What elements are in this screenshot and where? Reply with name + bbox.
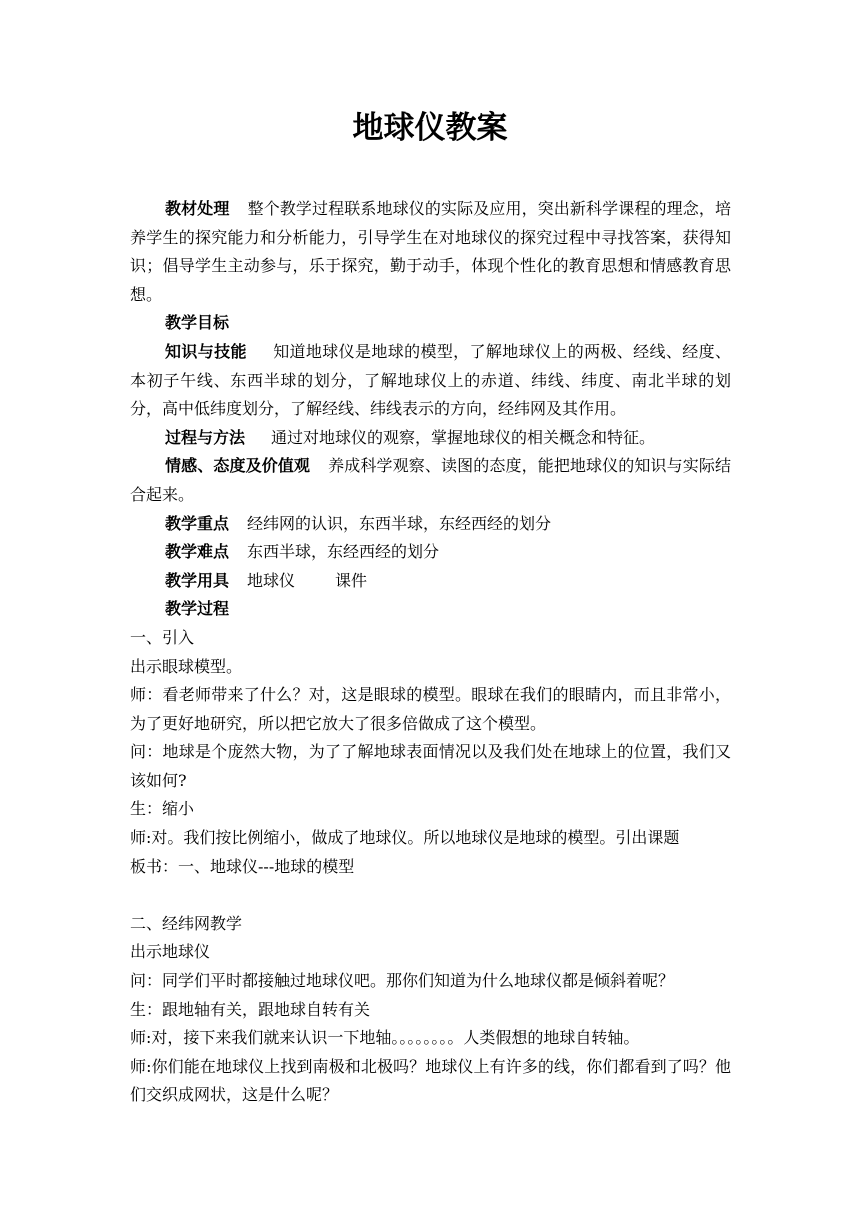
material-label: 教材处理 bbox=[165, 199, 230, 218]
tools-item-slides: 课件 bbox=[335, 570, 368, 590]
text-line: 问：地球是个庞然大物，为了了解地球表面情况以及我们处在地球上的位置，我们又该如何? bbox=[130, 742, 731, 790]
difficulty-label: 教学难点 bbox=[165, 542, 230, 562]
text-line: 出示地球仪 bbox=[130, 942, 211, 962]
goals-label: 教学目标 bbox=[165, 313, 230, 333]
text-line: 师:对。我们按比例缩小，做成了地球仪。所以地球仪是地球的模型。引出课题 bbox=[130, 828, 680, 848]
text-line: 师:你们能在地球仪上找到南极和北极吗？地球仪上有许多的线，你们都看到了吗？他们交织成网状，这是什么呢？ bbox=[130, 1056, 731, 1105]
process-method-paragraph bbox=[130, 424, 731, 453]
knowledge-paragraph bbox=[130, 338, 731, 424]
tools-item-globe: 地球仪 bbox=[247, 570, 296, 590]
document-body bbox=[130, 195, 731, 1110]
text-line: 师：看老师带来了什么？对，这是眼球的模型。眼球在我们的眼睛内，而且非常小，为了更好地研究，所以把它放大了很多倍做成了这个模型。 bbox=[130, 685, 731, 733]
attitude-label: 情感、态度及价值观 bbox=[165, 456, 311, 476]
knowledge-label: 知识与技能 bbox=[165, 341, 247, 361]
text-line: 师:对，接下来我们就来认识一下地轴。。。。。。。。人类假想的地球自转轴。 bbox=[130, 1028, 640, 1048]
material-paragraph bbox=[130, 195, 731, 309]
key-point-paragraph bbox=[130, 510, 731, 539]
process-heading bbox=[130, 595, 731, 624]
attitude-text: 养成科学观察、读图的态度，能把地球仪的知识与实际结合起来。 bbox=[130, 456, 731, 504]
blank-line bbox=[130, 881, 731, 910]
text-line: 问：同学们平时都接触过地球仪吧。那你们知道为什么地球仪都是倾斜着呢？ bbox=[130, 971, 675, 991]
tools-label: 教学用具 bbox=[165, 570, 230, 590]
process-method-label: 过程与方法 bbox=[165, 427, 246, 447]
section-grid-heading: 二、经纬网教学 bbox=[130, 913, 243, 933]
material-text: 整个教学过程联系地球仪的实际及应用，突出新科学课程的理念，培养学生的探究能力和分析能力，引导学生在对地球仪的探究过程中寻找答案，获得知识；倡导学生主动参与，乐于探究，勤于动手，体现个性化的教育思想和情感教育思想。 bbox=[130, 199, 731, 304]
difficulty-paragraph bbox=[130, 538, 731, 567]
section-intro-heading: 一、引入 bbox=[130, 627, 195, 647]
attitude-paragraph bbox=[130, 452, 731, 509]
page-title: 地球仪教案 bbox=[352, 110, 508, 146]
process-method-text: 通过对地球仪的观察，掌握地球仪的相关概念和特征。 bbox=[271, 427, 656, 447]
knowledge-text: 知道地球仪是地球的模型，了解地球仪上的两极、经线、经度、本初子午线、东西半球的划分，了解地球仪上的赤道、纬线、纬度、南北半球的划分，高中低纬度划分，了解经线、纬线表示的方向，经纬网及其作用。 bbox=[130, 341, 731, 419]
text-line: 出示眼球模型。 bbox=[130, 656, 243, 676]
text-line: 板书：一、地球仪---地球的模型 bbox=[130, 856, 355, 876]
goals-heading bbox=[130, 309, 731, 338]
text-line: 生：跟地轴有关，跟地球自转有关 bbox=[130, 999, 371, 1019]
key-point-label: 教学重点 bbox=[165, 513, 230, 533]
tools-paragraph bbox=[130, 567, 731, 596]
key-point-text: 经纬网的认识，东西半球，东经西经的划分 bbox=[247, 513, 552, 533]
difficulty-text: 东西半球，东经西经的划分 bbox=[247, 542, 440, 562]
process-label: 教学过程 bbox=[165, 599, 230, 619]
text-line: 生：缩小 bbox=[130, 799, 195, 819]
